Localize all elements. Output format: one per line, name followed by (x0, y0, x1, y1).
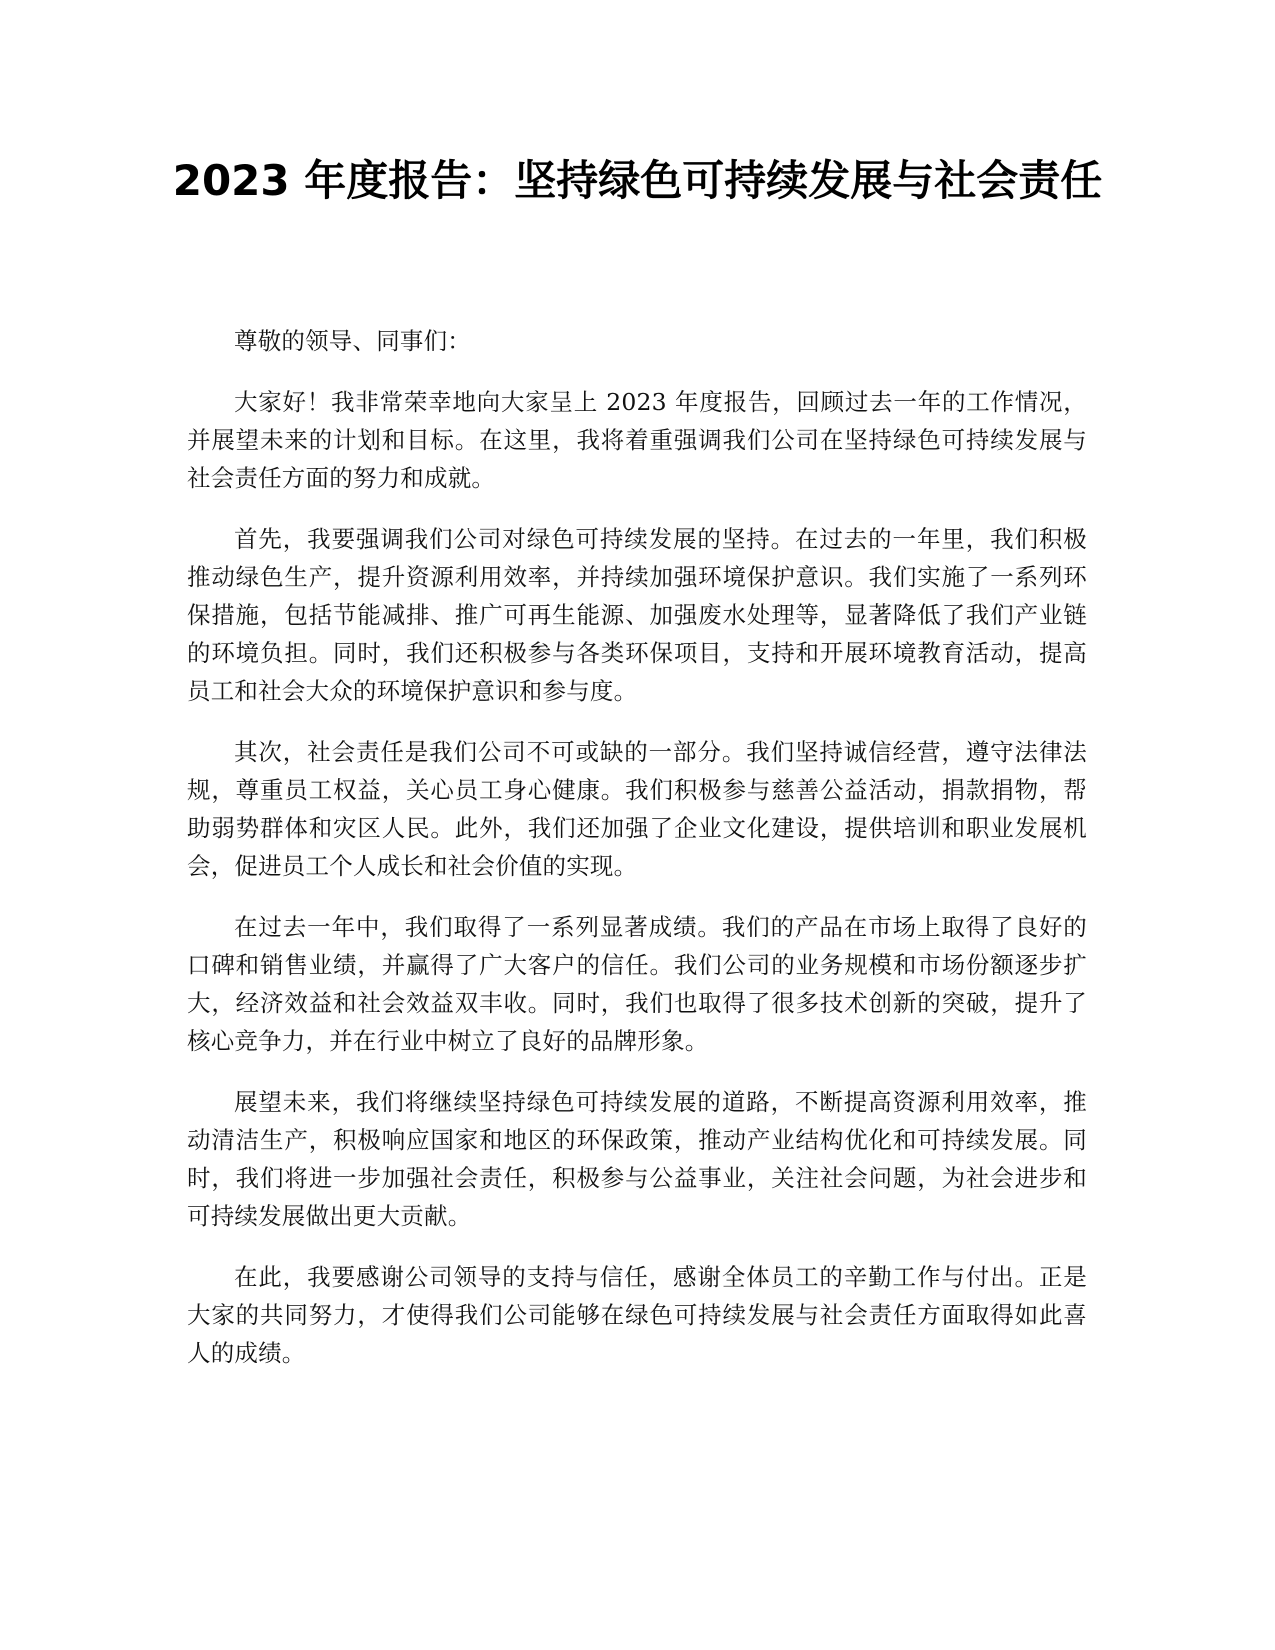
salutation-paragraph: 尊敬的领导、同事们： (234, 327, 471, 355)
achievements-paragraph: 在过去一年中，我们取得了一系列显著成绩。我们的产品在市场上取得了良好的口碑和销售业绩，并赢得了广大客户的信任。我们公司的业务规模和市场份额逐步扩大，经济效益和社会效益双丰收。同时，我们也取得了很多技术创新的突破，提升了核心竞争力，并在行业中树立了良好的品牌形象。 (187, 913, 1087, 1055)
document-title: 2023 年度报告：坚持绿色可持续发展与社会责任 (172, 156, 1103, 205)
thanks-paragraph: 在此，我要感谢公司领导的支持与信任，感谢全体员工的辛勤工作与付出。正是大家的共同努力，才使得我们公司能够在绿色可持续发展与社会责任方面取得如此喜人的成绩。 (187, 1263, 1087, 1367)
document-body (187, 322, 1087, 1395)
intro-paragraph: 大家好！我非常荣幸地向大家呈上 2023 年度报告，回顾过去一年的工作情况，并展望未来的计划和目标。在这里，我将着重强调我们公司在坚持绿色可持续发展与社会责任方面的努力和成就。 (187, 388, 1087, 492)
outlook-paragraph: 展望未来，我们将继续坚持绿色可持续发展的道路，不断提高资源利用效率，推动清洁生产，积极响应国家和地区的环保政策，推动产业结构优化和可持续发展。同时，我们将进一步加强社会责任，积极参与公益事业，关注社会问题，为社会进步和可持续发展做出更大贡献。 (187, 1088, 1087, 1230)
social-responsibility-paragraph: 其次，社会责任是我们公司不可或缺的一部分。我们坚持诚信经营，遵守法律法规，尊重员工权益，关心员工身心健康。我们积极参与慈善公益活动，捐款捐物，帮助弱势群体和灾区人民。此外，我们还加强了企业文化建设，提供培训和职业发展机会，促进员工个人成长和社会价值的实现。 (187, 738, 1087, 880)
green-development-paragraph: 首先，我要强调我们公司对绿色可持续发展的坚持。在过去的一年里，我们积极推动绿色生产，提升资源利用效率，并持续加强环境保护意识。我们实施了一系列环保措施，包括节能减排、推广可再生能源、加强废水处理等，显著降低了我们产业链的环境负担。同时，我们还积极参与各类环保项目，支持和开展环境教育活动，提高员工和社会大众的环境保护意识和参与度。 (187, 525, 1087, 705)
